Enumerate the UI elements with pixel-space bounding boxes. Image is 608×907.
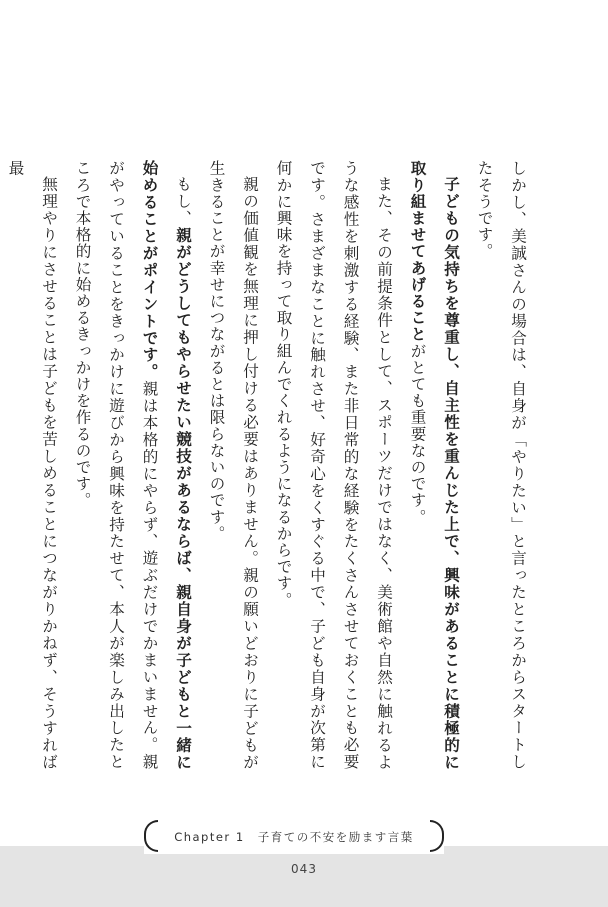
chapter-heading bbox=[174, 829, 414, 845]
chapter-header bbox=[144, 820, 444, 854]
footer-band bbox=[0, 846, 608, 907]
paragraph-4: 親の価値観を無理に押し付ける必要はありません。親の願いどおりに子どもが生きることが幸せにつながるとは限らないのです。 bbox=[207, 160, 259, 770]
paragraph-6: 無理やりにさせることは子どもを苦しめることにつながりかねず、そうすれば最 bbox=[6, 160, 58, 770]
chapter-label: Chapter 1 bbox=[174, 830, 245, 844]
chapter-title: 子育ての不安を励ます言葉 bbox=[257, 830, 414, 844]
paragraph-2: 子どもの気持ちを尊重し、自主性を重んじた上で、興味があることに積極的に取り組ませてあげることがとても重要なのです。 bbox=[408, 160, 460, 770]
vertical-text-body bbox=[6, 160, 534, 770]
paragraph-5: もし、親がどうしてもやらせたい競技があるならば、親自身が子どもと一緒に始めることがポイントです。親は本格的にやらず、遊ぶだけでかまいません。親がやっていることをきっかけに遊びから興味を持たせて、本人が楽しみ出したところで本格的に始めるきっかけを作るのです。 bbox=[73, 160, 192, 770]
paragraph-1: しかし、美誠さんの場合は、自身が「やりたい」と言ったところからスタートしたそうです。 bbox=[475, 160, 527, 770]
emphasis-text: 親がどうしてもやらせたい競技があるならば、親自身が子どもと一緒に始めることがポイントです。 bbox=[140, 160, 192, 770]
paragraph-3: また、その前提条件として、スポーツだけではなく、美術館や自然に触れるような感性を刺激する経験、また非日常的な経験をたくさんさせておくことも必要です。さまざまなことに触れさせ、好奇心をくすぐる中で、子ども自身が次第に何かに興味を持って取り組んでくれるようになるからです。 bbox=[274, 160, 393, 770]
emphasis-text: 子どもの気持ちを尊重し、自主性を重んじた上で、興味があることに積極的に取り組ませてあげること bbox=[408, 160, 460, 770]
right-bracket-icon bbox=[430, 820, 444, 852]
left-bracket-icon bbox=[144, 820, 158, 852]
page-number: 043 bbox=[291, 862, 317, 876]
